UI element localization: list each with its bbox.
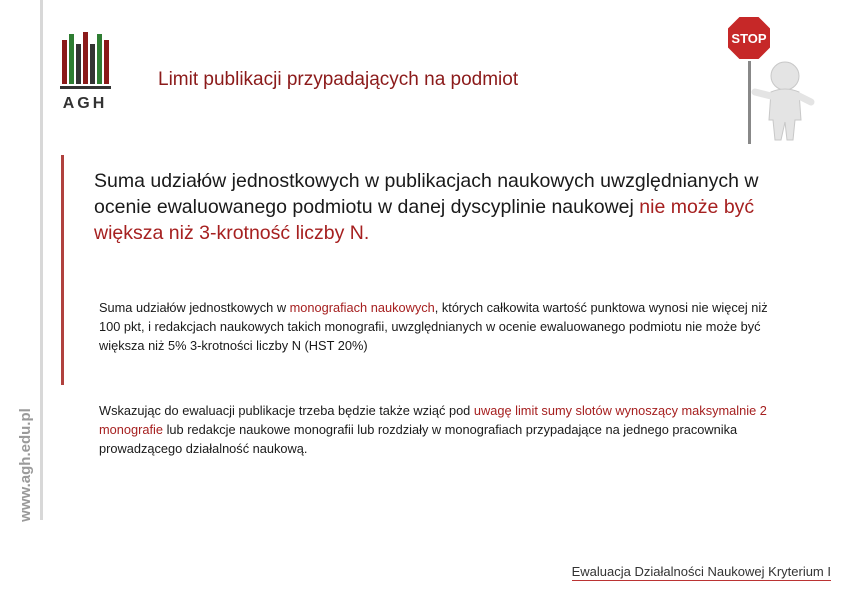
stop-sign-text: STOP (731, 31, 767, 46)
p2-highlight: monografiach naukowych (289, 300, 435, 315)
p2-text-a: Suma udziałów jednostkowych w (99, 300, 290, 315)
content-accent-line (61, 155, 64, 385)
main-statement-text: Suma udziałów jednostkowych w publikacjach naukowych uwzględnianych w ocenie ewaluowanego podmiotu w danej dyscyplinie naukowej (94, 170, 759, 218)
main-statement (94, 168, 814, 246)
p3-highlight: uwagę limit sumy slotów wynoszący maksymalnie 2 monografie (99, 403, 767, 437)
website-text: www.agh.edu.pl (16, 408, 34, 522)
agh-logo (54, 30, 114, 116)
logo-bars-icon (60, 32, 111, 89)
stop-sign-figure-icon (715, 8, 835, 146)
p2-text-c: , których całkowita wartość punktowa wynosi nie więcej niż 100 pkt, i redakcjach naukowych takich monografii, uwzględnianych w ocenie ewaluowanego podmiotu nie może być większa niż 5% 3-krotności liczby N (HST 20%) (99, 300, 768, 353)
monograph-limit-paragraph (99, 298, 779, 355)
footer-caption: Ewaluacja Działalności Naukowej Kryterium I (571, 564, 831, 579)
p3-text-a: Wskazując do ewaluacji publikacje trzeba będzie także wziąć pod (99, 403, 474, 418)
logo-text: AGH (62, 95, 108, 112)
main-statement-highlight: nie może być większa niż 3-krotność liczby N. (94, 196, 755, 244)
website-vertical-text (6, 400, 46, 530)
page-title: Limit publikacji przypadających na podmiot (158, 69, 519, 90)
p3-text-c: lub redakcje naukowe monografii lub rozdziały w monografiach przypadające na jednego pracownika prowadzącego działalność naukową. (99, 422, 738, 456)
slot-limit-paragraph (99, 401, 779, 458)
